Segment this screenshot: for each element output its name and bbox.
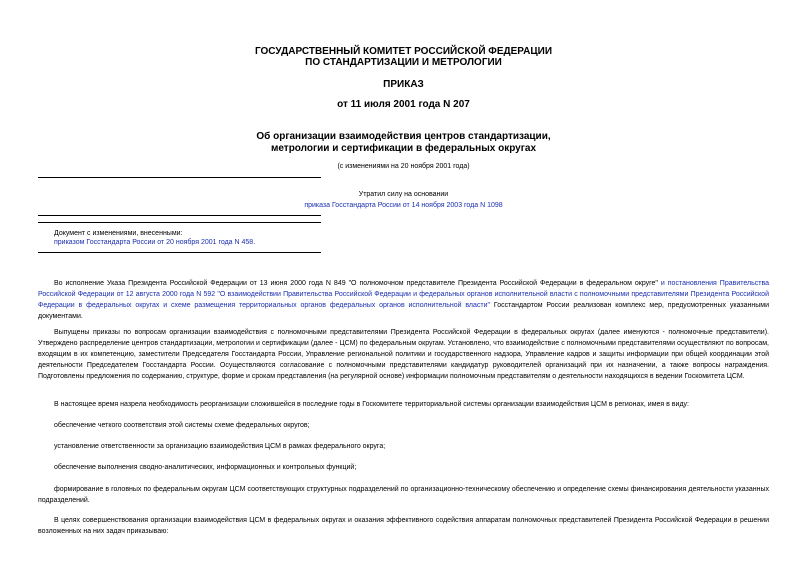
doc-date: от 11 июля 2001 года N 207 [337, 99, 470, 110]
divider-line [38, 222, 321, 223]
doc-type: ПРИКАЗ [383, 79, 424, 90]
paragraph-1 [38, 278, 769, 322]
amendments-link-wrap [54, 238, 255, 248]
paragraph-7: формирование в головных по федеральным округам ЦСМ соответствующих структурных подразделений по организационно-техническому обеспечению и определение схемы финансирования деятельности указанных подразделений. [38, 486, 769, 504]
divider-line [38, 252, 321, 253]
lost-force-link-wrap [0, 201, 807, 210]
paragraph-6: обеспечение выполнения сводно-аналитических, информационных и контрольных функций; [54, 464, 357, 471]
lost-force-text: Утратил силу на основании [358, 191, 449, 198]
paragraph-1-text-a: Во исполнение Указа Президента Российской Федерации от 13 июня 2000 года N 849 "О полномочном представителе Президента Российской Федерации в федеральном округе" [54, 280, 661, 287]
divider-line [38, 215, 321, 216]
org-name-line1: ГОСУДАРСТВЕННЫЙ КОМИТЕТ РОССИЙСКОЙ ФЕДЕРАЦИИ [254, 46, 553, 57]
changes-note: (с изменениями на 20 ноября 2001 года) [337, 163, 470, 170]
org-name-line2: ПО СТАНДАРТИЗАЦИИ И МЕТРОЛОГИИ [305, 57, 502, 68]
amendments-label: Документ с изменениями, внесенными: [54, 230, 183, 237]
paragraph-3: В настоящее время назрела необходимость реорганизации сложившейся в последние годы в Госкомитете территориальной системы организации взаимодействия ЦСМ в регионах, имея в виду: [54, 401, 689, 408]
divider-line [38, 177, 321, 178]
decree-link[interactable]: и постановления Правительства Российской Федерации от 12 августа 2000 года N 592 "О взаимодействии Правительства Российской Федерации и федеральных органов исполнительной власти с полномочными представителями Президента Российской Федерации в федеральных округах и схеме размещения территориальных органов федеральных органов исполнительной власти" [38, 280, 769, 309]
paragraph-1-text-b: Госстандартом России реализован комплекс мер, предусмотренных указанными документами. [38, 302, 769, 320]
paragraph-4: обеспечение четкого соответствия этой системы схеме федеральных округов; [54, 422, 310, 429]
paragraph-8: В целях совершенствования организации взаимодействия ЦСМ в федеральных округах и оказания эффективного содействия аппаратам полномочных представителей Президента Российской Федерации в решении возложенных на них задач приказываю: [38, 517, 769, 535]
doc-title-line1: Об организации взаимодействия центров стандартизации, [256, 131, 551, 142]
paragraph-2: Выпущены приказы по вопросам организации взаимодействия с полномочными представителями Президента Российской Федерации в федеральных округах (далее именуются - полномочные представители). Утверждено распределение центров стандартизации, метрологии и сертификации (далее - ЦСМ) по федеральным округам. Установлено, что взаимодействие с полномочными представителями осуществляют по вопросам, входящим в их компетенцию, заместители Председателя Госстандарта России, Управление региональной политики и государственного надзора, Управление кадров и защиты информации при общей координации этой деятельности Председателем Госстандарта России. Осуществляются согласование с полномочными представителями кандидатур руководителей организаций при их назначении, а также вопросы награждения. Подготовлены предложения по содержанию, структуре, форме и срокам представления (на регулярной основе) информации полномочным представителям о деятельности находящихся в ведении Госкомитета ЦСМ. [38, 329, 769, 380]
doc-title-line2: метрологии и сертификации в федеральных округах [270, 143, 537, 154]
lost-force-link[interactable]: приказа Госстандарта России от 14 ноября 2003 года N 1098 [304, 202, 503, 209]
paragraph-5: установление ответственности за организацию взаимодействия ЦСМ в рамках федерального округа; [54, 443, 386, 450]
amendments-link[interactable]: приказом Госстандарта России от 20 ноября 2001 года N 458. [54, 239, 256, 246]
